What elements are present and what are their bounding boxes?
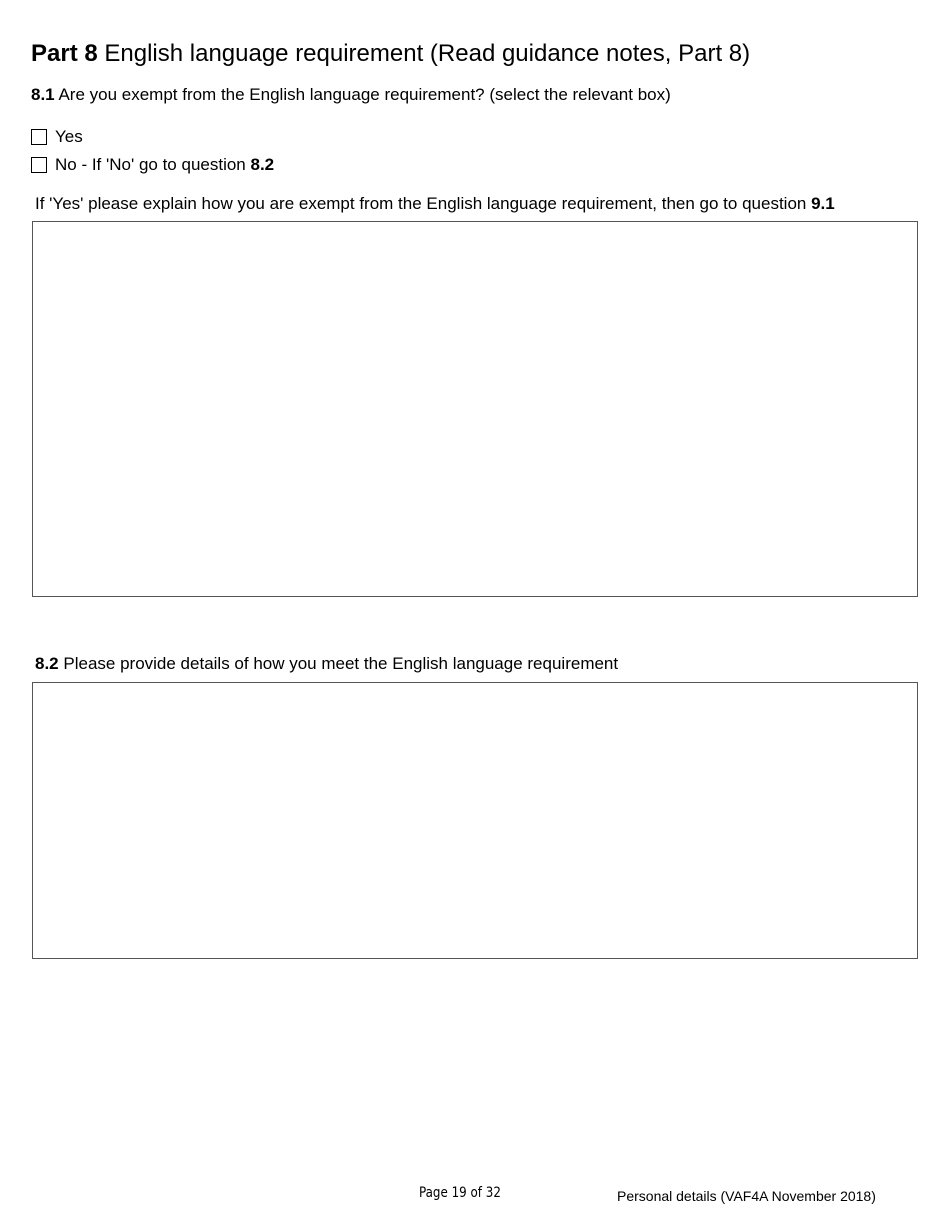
part-number: Part 8: [31, 40, 98, 67]
yes-checkbox[interactable]: [31, 129, 47, 145]
question-8-1: [31, 83, 671, 107]
question-8-2: [35, 652, 618, 676]
form-reference: Personal details (VAF4A November 2018): [617, 1188, 876, 1204]
no-checkbox[interactable]: [31, 157, 47, 173]
part-title-text: English language requirement (Read guidance notes, Part 8): [104, 40, 751, 67]
question-number: 8.1: [31, 85, 55, 104]
exemption-question-ref: 9.1: [811, 194, 835, 213]
exemption-instructions-text: If 'Yes' please explain how you are exempt from the English language requirement, then go to question: [35, 194, 807, 213]
page-number: Page 19 of 32: [419, 1185, 501, 1201]
question-text: Are you exempt from the English language requirement? (select the relevant box): [58, 85, 671, 104]
yes-label: Yes: [55, 127, 83, 146]
option-no[interactable]: [31, 154, 274, 176]
question-number: 8.2: [35, 654, 59, 673]
no-question-ref: 8.2: [250, 155, 275, 174]
no-label: No - If 'No' go to question: [55, 155, 246, 174]
exemption-explanation-field[interactable]: [32, 221, 918, 597]
exemption-instructions: [35, 192, 835, 216]
part-title: [31, 38, 750, 70]
option-yes[interactable]: [31, 126, 83, 148]
question-text: Please provide details of how you meet the English language requirement: [63, 654, 619, 673]
english-requirement-details-field[interactable]: [32, 682, 918, 959]
